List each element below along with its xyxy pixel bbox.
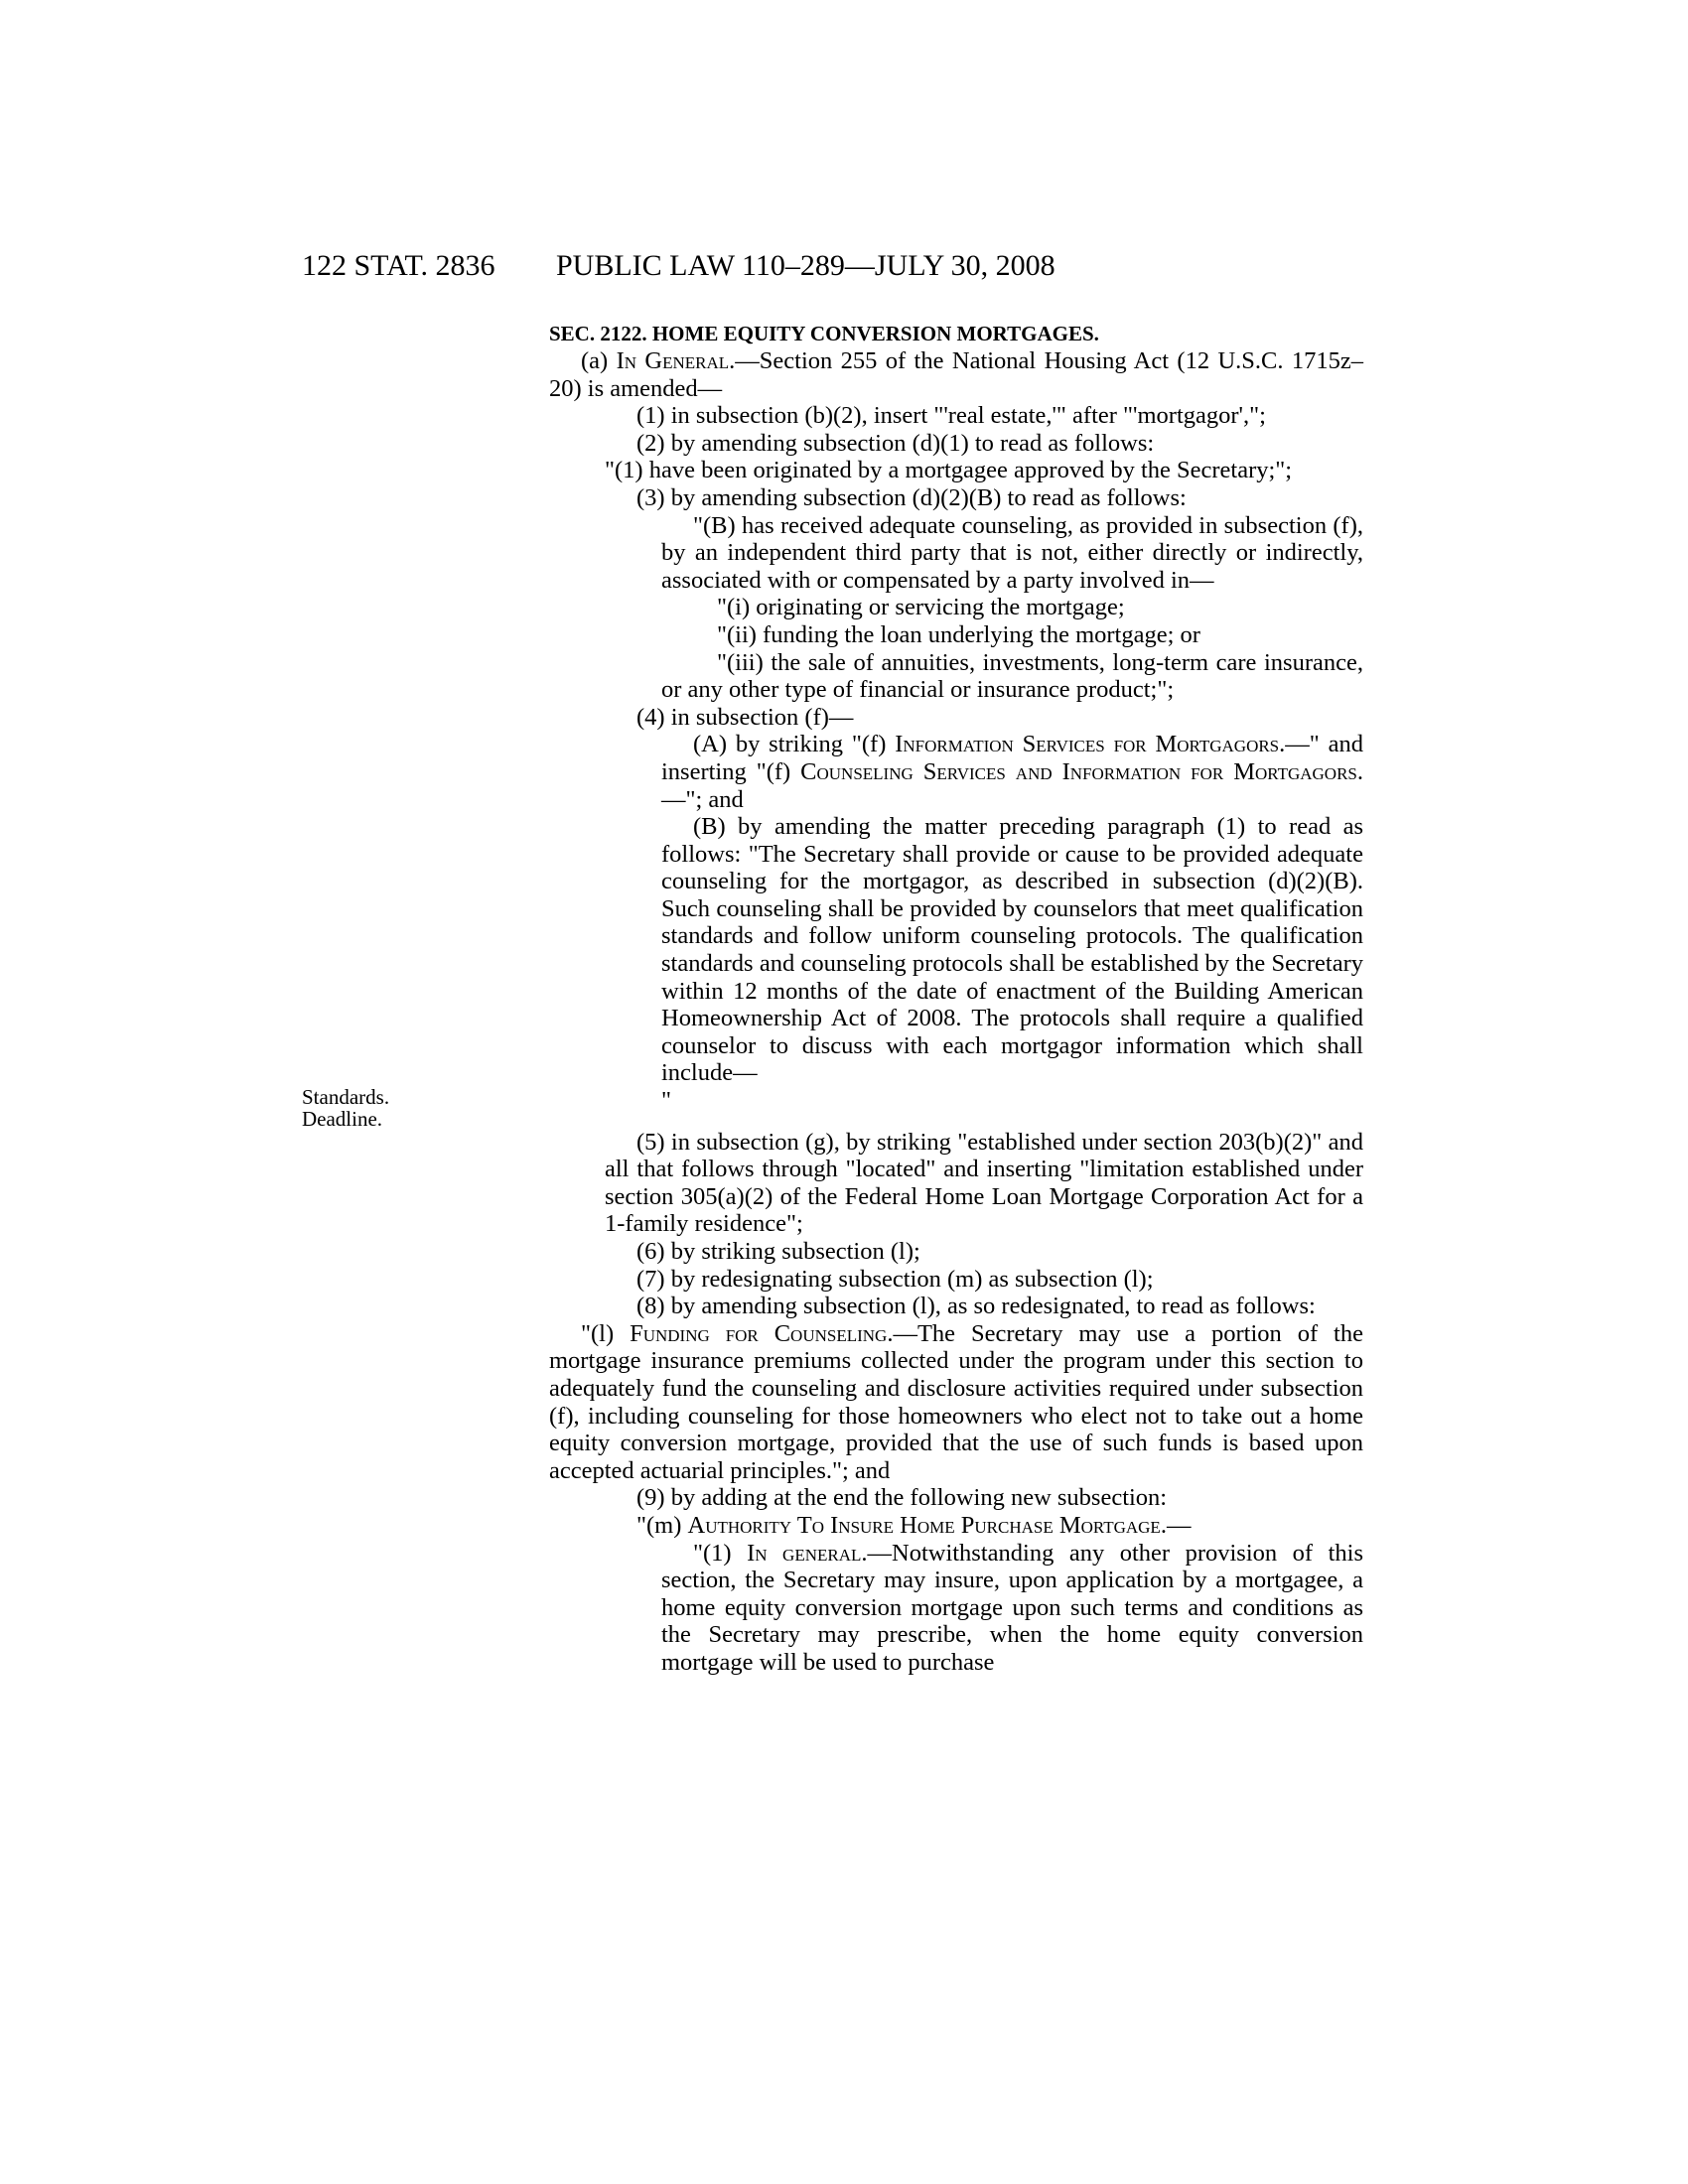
m1-heading: In general [747,1539,862,1567]
subsection-a-text: .—Section 255 of the National Housing Act (12 U.S.C. 1715z–20) is amended— [549,347,1363,402]
p4a-part-2: .—" and inserting "(f) [661,731,1363,785]
m1-number: "(1) [693,1539,748,1567]
margin-notes [302,1086,389,1130]
clause-iii: "(iii) the sale of annuities, investments, long-term care insurance, or any other type of financial or insurance product;"; [661,648,1363,704]
clause-i: "(i) originating or servicing the mortgage; [717,594,1125,621]
paragraph-3: (3) by amending subsection (d)(2)(B) to read as follows: [636,483,1187,511]
p4a-part-3: .—"; and [661,757,1363,813]
subsection-a-number: (a) [581,347,609,374]
m1-text: .—Notwithstanding any other provision of this section, the Secretary may insure, upon application by a mortgagee, a home equity conversion mortgage upon such terms and conditions as the Secretary may prescribe, when the home equity conversion mortgage will be used to purchase [661,1539,1363,1676]
paragraph-4-b: (B) by amending the matter preceding paragraph (1) to read as follows: "The Secretary shall provide or cause to be provided adequate counseling for the mortgagor, as described in subsection (d)(2)(B). Such counseling shall be provided by counselors that meet qualification standards and follow uniform counseling protocols. The qualification standards and counseling protocols shall be established by the Secretary within 12 months of the date of enactment of the Building American Homeownership Act of 2008. The protocols shall require a qualified counselor to discuss with each mortgagor information which shall include— [661,813,1363,1087]
public-law-heading: PUBLIC LAW 110–289—JULY 30, 2008 [556,249,1055,282]
paragraph-9: (9) by adding at the end the following new subsection: [636,1484,1168,1512]
subsection-l-heading: Funding for Counseling [630,1319,888,1347]
subsection-l-number: "(l) [581,1319,631,1347]
statute-reference: 122 STAT. 2836 [302,249,495,282]
paragraph-2: (2) by amending subsection (d)(1) to read as follows: [636,429,1155,457]
paragraph-4: (4) in subsection (f)— [636,703,854,731]
section-title: SEC. 2122. HOME EQUITY CONVERSION MORTGAGES. [549,322,1099,345]
subsection-m-number: "(m) [636,1511,688,1539]
subsection-m-heading: Authority To Insure Home Purchase Mortgage [687,1511,1161,1539]
p4a-part-1: (A) by striking "(f) [693,731,896,758]
margin-note-standards: Standards. [302,1085,390,1109]
paragraph-7: (7) by redesignating subsection (m) as subsection (l); [636,1265,1154,1293]
paragraph-1: (1) in subsection (b)(2), insert "'real estate,'" after "'mortgagor',"; [636,402,1266,430]
paragraph-2-quote-text: "(1) have been originated by a mortgagee approved by the Secretary;"; [605,457,1293,484]
paragraph-3-quote: "(B) has received adequate counseling, as provided in subsection (f), by an independent third party that is not, either directly or indirectly, associated with or compensated by a party involved in— [661,511,1363,594]
subsection-a-heading: In General [616,347,730,374]
page-header [0,246,1688,286]
subsection-m [549,1512,1363,1540]
p4a-heading-new: Counseling Services and Information for Mortgagors [800,757,1357,785]
paragraph-6: (6) by striking subsection (l); [636,1238,920,1265]
margin-note-deadline: Deadline. [302,1107,383,1131]
paragraph-8: (8) by amending subsection (l), as so redesignated, to read as follows: [636,1293,1316,1320]
paragraph-4-b-close: " [661,1087,672,1115]
subsection-a [549,347,1363,402]
p4a-heading-old: Information Services for Mortgagors [895,731,1280,758]
document-body [549,347,1363,1677]
subsection-m-text: .— [1160,1511,1192,1539]
paragraph-4-a [549,731,1363,813]
subsection-m-1 [549,1540,1363,1677]
clause-ii: "(ii) funding the loan underlying the mortgage; or [717,620,1200,648]
paragraph-5: (5) in subsection (g), by striking "established under section 203(b)(2)" and all that follows through "located" and inserting "limitation established under section 305(a)(2) of the Federal Home Loan Mortgage Corporation Act for a 1-family residence"; [605,1128,1363,1238]
subsection-l [549,1320,1363,1485]
paragraph-2-quote [549,457,1363,484]
subsection-l-text: .—The Secretary may use a portion of the mortgage insurance premiums collected under the program under this section to adequately fund the counseling and disclosure activities required under subsection (f), including counseling for those homeowners who elect not to take out a home equity conversion mortgage, provided that the use of such funds is based upon accepted actuarial principles."; and [549,1319,1363,1484]
